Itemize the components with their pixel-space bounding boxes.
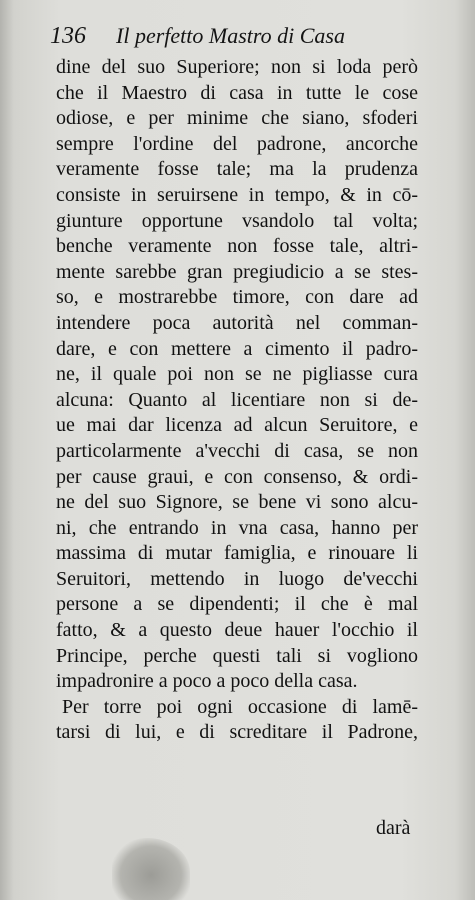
text-line: massima di mutar famiglia, e rinouare li [56,542,418,565]
text-line: sempre l'ordine del padrone, ancorche [56,132,418,155]
text-line: particolarmente a'vecchi di casa, se non [56,439,418,462]
text-line: Principe, perche questi tali si vogliono [56,644,418,667]
text-line: odiose, e per minime che siano, sfoderi [56,107,418,130]
text-line: consiste in seruirsene in tempo, & in cō- [56,183,418,206]
text-line: intendere poca autorità nel comman- [56,311,418,334]
running-title: Il perfetto Mastro di Casa [116,23,345,48]
text-line: fatto, & a questo deue hauer l'occhio il [56,619,418,642]
body-text [56,55,418,746]
text-line: Seruitori, mettendo in luogo de'vecchi [56,567,418,590]
text-line: dare, e con mettere a cimento il padro- [56,337,418,360]
text-line: giunture opportune vsandolo tal volta; [56,209,418,232]
text-line: dine del suo Superiore; non si loda però [56,56,418,78]
text-line: Per torre poi ogni occasione di lamē- [62,695,418,718]
text-line: ni, che entrando in vna casa, hanno per [56,516,418,539]
paper-stain [112,838,190,900]
page-number: 136 [50,23,86,49]
catchword: darà [376,817,411,839]
text-line: tarsi di lui, e di screditare il Padrone, [56,721,418,744]
text-line: ne del suo Signore, se bene vi sono alcu- [56,491,418,514]
text-line: veramente fosse tale; ma la prudenza [56,158,418,181]
text-line: ue mai dar licenza ad alcun Seruitore, e [56,414,418,437]
text-line: persone a se dipendenti; il che è mal [56,593,418,616]
text-line: benche veramente non fosse tale, altri- [56,235,418,258]
text-line: per cause graui, e con consenso, & ordi- [56,465,418,488]
text-line: che il Maestro di casa in tutte le cose [56,81,418,104]
text-line: ne, il quale poi non se ne pigliasse cura [56,363,418,386]
page-header [50,20,430,52]
text-line: alcuna: Quanto al licentiare non si de- [56,388,418,411]
text-line: so, e mostrarebbe timore, con dare ad [56,286,418,309]
text-line: impadronire a poco a poco della casa. [56,670,358,693]
text-line: mente sarebbe gran pregiudicio a se stes- [56,260,418,283]
